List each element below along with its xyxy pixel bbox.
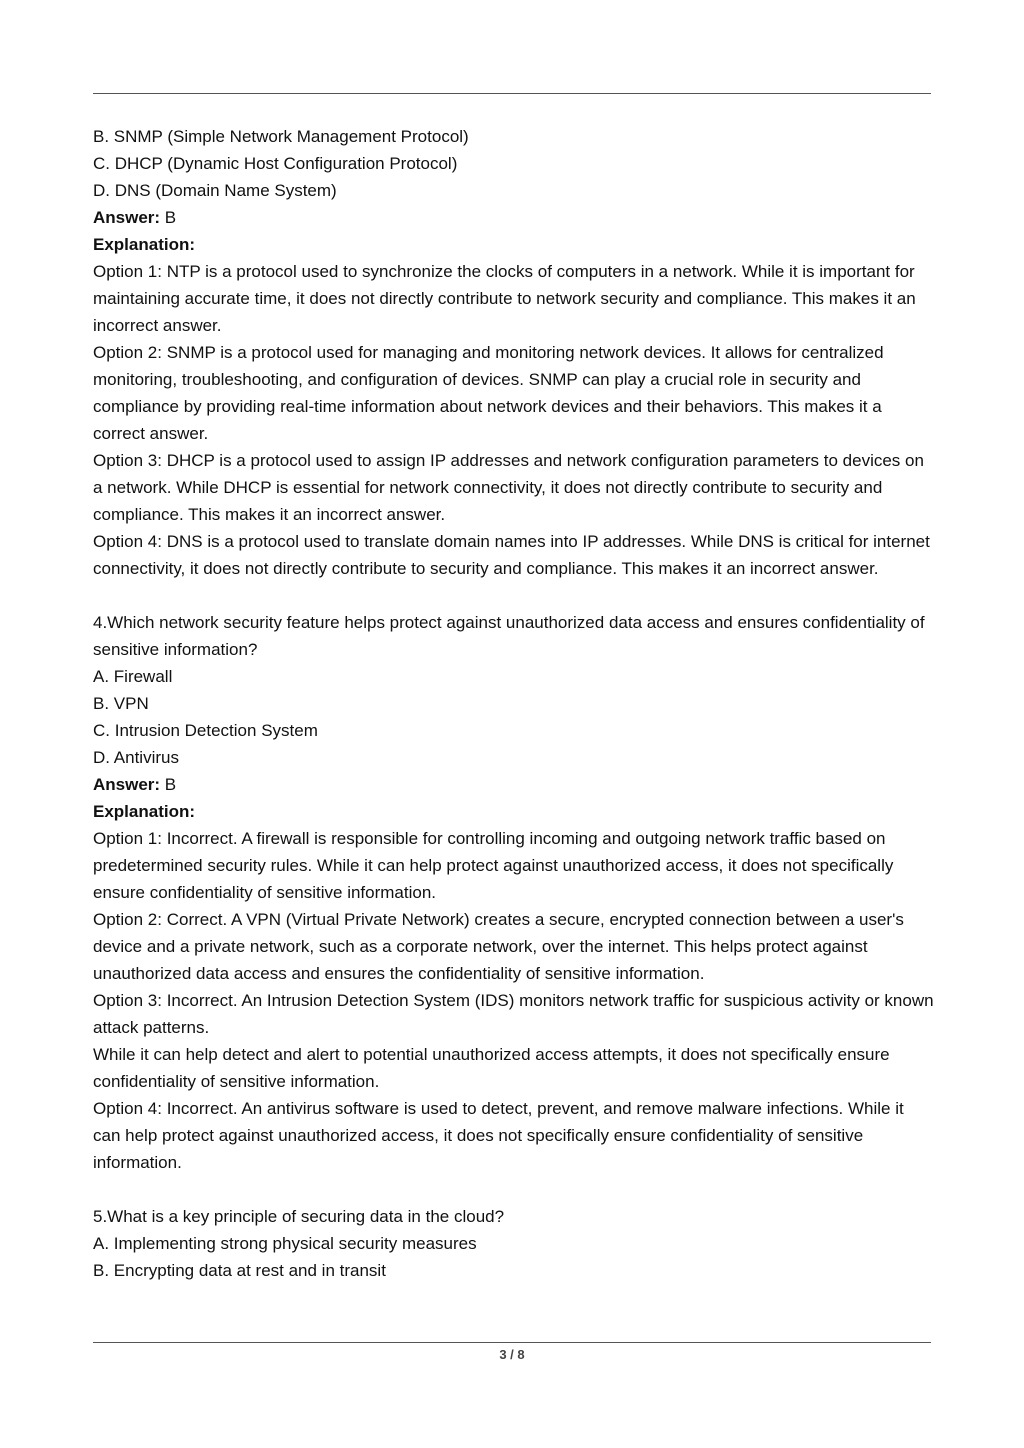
q4-answer — [93, 771, 935, 798]
q5-option-a: A. Implementing strong physical security measures — [93, 1234, 477, 1253]
q4-explanation-label: Explanation: — [93, 802, 196, 821]
q3-answer-value: B — [160, 208, 177, 227]
q3-explanation-option-1: Option 1: NTP is a protocol used to synchronize the clocks of computers in a network. While it is important for maintaining accurate time, it does not directly contribute to network security and compliance. This makes it an incorrect answer. — [93, 262, 916, 335]
q4-explanation-option-4: Option 4: Incorrect. An antivirus software is used to detect, prevent, and remove malware infections. While it can help protect against unauthorized access, it does not specifically ensure confidentiality of sensitive information. — [93, 1099, 904, 1172]
q4-option-d: D. Antivirus — [93, 748, 179, 767]
q4-option-a: A. Firewall — [93, 667, 173, 686]
q4-answer-label: Answer: — [93, 775, 161, 794]
q3-explanation-option-4: Option 4: DNS is a protocol used to translate domain names into IP addresses. While DNS is critical for internet connectivity, it does not directly contribute to security and compliance. This makes it an incorrect answer. — [93, 532, 930, 578]
q4-explanation-option-3-continued: While it can help detect and alert to potential unauthorized access attempts, it does not specifically ensure confidentiality of sensitive information. — [93, 1045, 890, 1091]
q3-explanation-option-3: Option 3: DHCP is a protocol used to assign IP addresses and network configuration parameters to devices on a network. While DHCP is essential for network connectivity, it does not directly contribute to security and compliance. This makes it an incorrect answer. — [93, 451, 924, 524]
question-spacer — [93, 1176, 935, 1203]
q4-option-b: B. VPN — [93, 694, 149, 713]
page-content — [93, 123, 935, 1284]
q3-option-b: B. SNMP (Simple Network Management Protocol) — [93, 127, 469, 146]
q4-explanation-option-1: Option 1: Incorrect. A firewall is responsible for controlling incoming and outgoing network traffic based on predetermined security rules. While it can help protect against unauthorized access, it does not specifically ensure confidentiality of sensitive information. — [93, 829, 894, 902]
page-number: 3 / 8 — [499, 1347, 525, 1362]
question-spacer — [93, 582, 935, 609]
q3-explanation-option-2: Option 2: SNMP is a protocol used for managing and monitoring network devices. It allows for centralized monitoring, troubleshooting, and configuration of devices. SNMP can play a crucial role in security and compliance by providing real-time information about network devices and their behaviors. This makes it a correct answer. — [93, 343, 884, 443]
q3-option-c: C. DHCP (Dynamic Host Configuration Protocol) — [93, 154, 458, 173]
q4-explanation-option-2: Option 2: Correct. A VPN (Virtual Private Network) creates a secure, encrypted connection between a user's device and a private network, such as a corporate network, over the internet. This helps protect against unauthorized data access and ensures the confidentiality of sensitive information. — [93, 910, 904, 983]
header-divider — [93, 93, 931, 94]
q5-question: 5.What is a key principle of securing data in the cloud? — [93, 1207, 505, 1226]
q3-explanation-label: Explanation: — [93, 235, 196, 254]
q3-answer — [93, 204, 935, 231]
q5-option-b: B. Encrypting data at rest and in transit — [93, 1261, 386, 1280]
q4-option-c: C. Intrusion Detection System — [93, 721, 318, 740]
q4-question: 4.Which network security feature helps protect against unauthorized data access and ensures confidentiality of sensitive information? — [93, 613, 925, 659]
q4-explanation-option-3: Option 3: Incorrect. An Intrusion Detection System (IDS) monitors network traffic for suspicious activity or known attack patterns. — [93, 991, 934, 1037]
q3-option-d: D. DNS (Domain Name System) — [93, 181, 337, 200]
q3-answer-label: Answer: — [93, 208, 161, 227]
q4-answer-value: B — [160, 775, 177, 794]
footer-divider — [93, 1342, 931, 1343]
